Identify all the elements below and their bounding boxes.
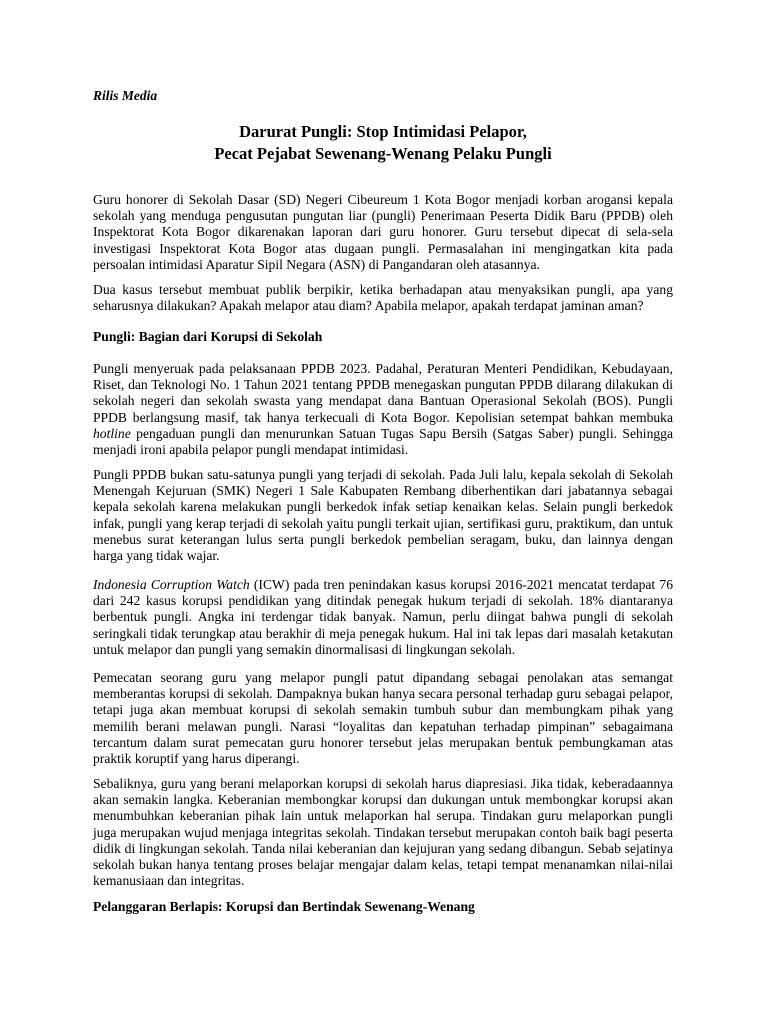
- paragraph-5: [93, 577, 673, 658]
- document-title: [93, 121, 673, 165]
- paragraph-3-part-b: pengaduan pungli dan menurunkan Satuan Tugas Sapu Bersih (Satgas Saber) pungli. Sehingga menjadi ironi apabila pelapor pungli mendapat intimidasi.: [93, 425, 673, 458]
- title-line-2: Pecat Pejabat Sewenang-Wenang Pelaku Pungli: [214, 144, 552, 163]
- paragraph-7: Sebaliknya, guru yang berani melaporkan korupsi di sekolah harus diapresiasi. Jika tidak, keberadaannya akan semakin langka. Keberanian membongkar korupsi dan dukungan untuk membongkar korupsi akan menumbuhkan keberanian pihak lain untuk melaporkan hal serupa. Tindakan guru melaporkan pungli juga merupakan wujud menjaga integritas sekolah. Tindakan tersebut merupakan contoh baik bagi peserta didik di lingkungan sekolah. Tanda nilai keberanian dan kejujuran yang sedang dibangun. Sebab sejatinya sekolah bukan hanya tentang proses belajar mengajar dalam kelas, tetapi tempat menanamkan nilai-nilai kemanusiaan dan integritas.: [93, 776, 673, 889]
- hotline-term: hotline: [93, 425, 131, 441]
- paragraph-5-text: (ICW) pada tren penindakan kasus korupsi 2016-2021 mencatat terdapat 76 dari 242 kasus korupsi pendidikan yang ditindak penegak hukum terjadi di sekolah. 18% diantaranya berbentuk pungli. Angka ini terdengar tidak banyak. Namun, perlu diingat bahwa pungli di sekolah seringkali tidak terungkap atau berakhir di meja penegak hukum. Hal ini tak lepas dari masalah ketakutan untuk melapor dan pungli yang semakin dinormalisasi di lingkungan sekolah.: [93, 577, 674, 657]
- paragraph-2: Dua kasus tersebut membuat publik berpikir, ketika berhadapan atau menyaksikan pungli, apa yang seharusnya dilakukan? Apakah melapor atau diam? Apabila melapor, apakah terdapat jaminan aman?: [93, 282, 673, 314]
- icw-name: Indonesia Corruption Watch: [93, 577, 250, 592]
- paragraph-3: [93, 361, 673, 458]
- paragraph-6: Pemecatan seorang guru yang melapor pungli patut dipandang sebagai penolakan atas semangat memberantas korupsi di sekolah. Dampaknya bukan hanya secara personal terhadap guru sebagai pelapor, tetapi juga akan membuat korupsi di sekolah semakin tumbuh subur dan membungkam pihak yang memilih berani melawan pungli. Narasi “loyalitas dan kepatuhan terhadap pimpinan” sebagaimana tercantum dalam surat pemecatan guru honorer tersebut jelas merupakan bentuk pembungkaman atas praktik koruptif yang harus diperangi.: [93, 670, 673, 767]
- paragraph-4: Pungli PPDB bukan satu-satunya pungli yang terjadi di sekolah. Pada Juli lalu, kepala sekolah di Sekolah Menengah Kejuruan (SMK) Negeri 1 Sale Kabupaten Rembang diberhentikan dari jabatannya sebagai kepala sekolah karena melakukan pungli berkedok infak setiap kenaikan kelas. Selain pungli berkedok infak, pungli yang kerap terjadi di sekolah yaitu pungli terkait ujian, sertifikasi guru, praktikum, dan untuk menebus surat keterangan lulus serta pungli berkedok pembelian seragam, buku, dan lainnya dengan harga yang tidak wajar.: [93, 467, 673, 564]
- paragraph-3-part-a: Pungli menyeruak pada pelaksanaan PPDB 2023. Padahal, Peraturan Menteri Pendidikan, Kebudayaan, Riset, dan Teknologi No. 1 Tahun 2021 tentang PPDB menegaskan pungutan PPDB dilarang dilakukan di sekolah negeri dan sekolah swasta yang mendapat dana Bantuan Operasional Sekolah (BOS). Pungli PPDB berlangsung masif, tak hanya terkecuali di Kota Bogor. Kepolisian setempat bahkan membuka: [93, 361, 673, 425]
- section-heading-1: Pungli: Bagian dari Korupsi di Sekolah: [93, 329, 323, 344]
- section-heading-2: Pelanggaran Berlapis: Korupsi dan Bertindak Sewenang-Wenang: [93, 899, 475, 914]
- title-line-1: Darurat Pungli: Stop Intimidasi Pelapor,: [239, 122, 527, 141]
- document-label: Rilis Media: [93, 88, 158, 103]
- paragraph-1: Guru honorer di Sekolah Dasar (SD) Negeri Cibeureum 1 Kota Bogor menjadi korban arogansi kepala sekolah yang menduga pengusutan pungutan liar (pungli) Penerimaan Peserta Didik Baru (PPDB) oleh Inspektorat Kota Bogor dikarenakan laporan dari guru honorer. Guru tersebut dipecat di sela-sela investigasi Inspektorat Kota Bogor atas dugaan pungli. Permasalahan ini mengingatkan kita pada persoalan intimidasi Aparatur Sipil Negara (ASN) di Pangandaran oleh atasannya.: [93, 192, 673, 272]
